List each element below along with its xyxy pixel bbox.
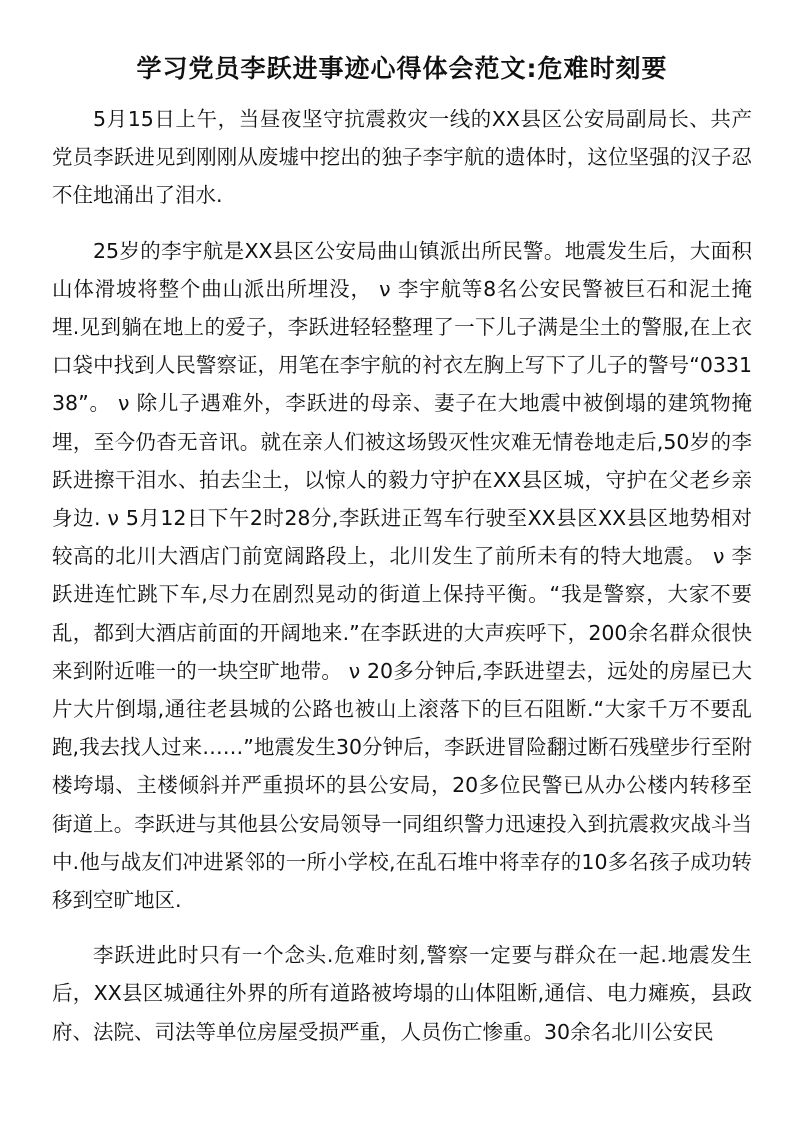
paragraph-1: 5月15日上午，当昼夜坚守抗震救灾一线的XX县区公安局副局长、共产党员李跃进见到刚刚从废墟中挖出的独子李宇航的遗体时，这位坚强的汉子忍不住地涌出了泪水.	[52, 107, 752, 208]
paragraph-3: 李跃进此时只有一个念头.危难时刻,警察一定要与群众在一起.地震发生后，XX县区城通往外界的所有道路被垮塌的山体阻断,通信、电力瘫痪，县政府、法院、司法等单位房屋受损严重，人员伤亡惨重。30余名北川公安民	[52, 943, 752, 1044]
paragraph-2: 25岁的李宇航是XX县区公安局曲山镇派出所民警。地震发生后，大面积山体滑坡将整个曲山派出所埋没， ν 李宇航等8名公安民警被巨石和泥土掩埋.见到躺在地上的爱子，李跃进轻轻整理了一下儿子满是尘土的警服,在上衣口袋中找到人民警察证，用笔在李宇航的衬衣左胸上写下了儿子的警号“033138”。 ν 除儿子遇难外，李跃进的母亲、妻子在大地震中被倒塌的建筑物掩埋，至今仍杳无音讯。就在亲人们被这场毁灭性灾难无情卷地走后,50岁的李跃进擦干泪水、拍去尘土，以惊人的毅力守护在XX县区城，守护在父老乡亲身边. ν 5月12日下午2时28分,李跃进正驾车行驶至XX县区XX县区地势相对较高的北川大酒店门前宽阔路段上，北川发生了前所未有的特大地震。 ν 李跃进连忙跳下车,尽力在剧烈晃动的街道上保持平衡。“我是警察，大家不要乱，都到大酒店前面的开阔地来.”在李跃进的大声疾呼下，200余名群众很快来到附近唯一的一块空旷地带。 ν 20多分钟后,李跃进望去，远处的房屋已大片大片倒塌,通往老县城的公路也被山上滚落下的巨石阻断.“大家千万不要乱跑,我去找人过来……”地震发生30分钟后，李跃进冒险翻过断石残壁步行至附楼垮塌、主楼倾斜并严重损坏的县公安局，20多位民警已从办公楼内转移至街道上。李跃进与其他县公安局领导一同组织警力迅速投入到抗震救灾战斗当中.他与战友们冲进紧邻的一所小学校,在乱石堆中将幸存的10多名孩子成功转移到空旷地区.	[52, 238, 752, 913]
document-title: 学习党员李跃进事迹心得体会范文:危难时刻要	[136, 54, 668, 83]
